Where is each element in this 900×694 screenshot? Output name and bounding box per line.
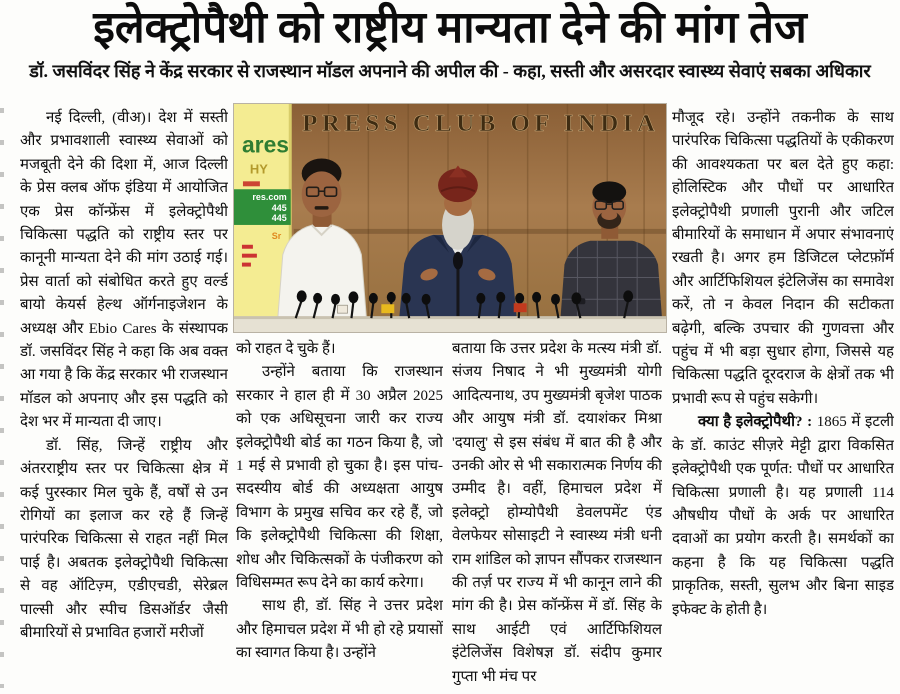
banner-sub-text: HY bbox=[249, 161, 268, 177]
article-column-3 bbox=[452, 338, 662, 694]
press-conference-photo bbox=[233, 103, 667, 333]
banner-brand-text: ares bbox=[241, 131, 290, 158]
banner-phone1-text: 445 bbox=[271, 203, 287, 214]
mic-flag-red bbox=[514, 303, 527, 312]
article-column-2 bbox=[236, 338, 443, 694]
photo-illustration bbox=[234, 104, 666, 332]
inline-subhead: क्या है इलेक्ट्रोपैथी? : bbox=[698, 414, 813, 431]
scan-edge-marks bbox=[0, 108, 4, 688]
banner-phone2-text: 445 bbox=[271, 212, 287, 223]
subheadline: डॉ. जसविंदर सिंह ने केंद्र सरकार से राजस्थान मॉडल अपनाने की अपील की - कहा, सस्ती और असरदार स्वास्थ्य सेवाएं सबका अधिकार bbox=[29, 61, 871, 81]
banner-site-text: res.com bbox=[252, 192, 287, 203]
page-title: इलेक्ट्रोपैथी को राष्ट्रीय मान्यता देने की मांग तेज bbox=[93, 3, 807, 52]
paragraph: साथ ही, डॉ. सिंह ने उत्तर प्रदेश और हिमाचल प्रदेश में भी हो रहे प्रयासों का स्वागत किया है। उन्होंने bbox=[236, 598, 443, 662]
press-club-sign: PRESS CLUB OF INDIA bbox=[302, 109, 660, 137]
paragraph: को राहत दे चुके हैं। bbox=[236, 341, 336, 357]
mic-flag-white bbox=[338, 305, 348, 313]
banner-accent-text: Sr bbox=[271, 230, 282, 241]
article-column-1 bbox=[20, 107, 228, 694]
paragraph: नई दिल्ली, (वीअ)। देश में सस्ती और प्रभावशाली स्वास्थ्य सेवाओं को मजबूती देने की दिशा में, आज दिल्ली के प्रेस क्लब ऑफ इंडिया में आयोजित एक प्रेस कॉन्फ्रेंस में इलेक्ट्रोपैथी चिकित्सा पद्धति को राष्ट्रीय स्तर पर कानूनी मान्यता देने की मांग उठाई गई। प्रेस वार्ता को संबोधित करते हुए वर्ल्ड बायो केयर्स हेल्थ ऑर्गनाइजेशन के अध्यक्ष और Ebio Cares के संस्थापक डॉ. जसविंदर सिंह ने कहा कि अब वक्त आ गया है कि केंद्र सरकार भी राजस्थान मॉडल को अपनाए और इस पद्धति को देश भर में मान्यता दी जाए। bbox=[20, 110, 228, 431]
article-column-4 bbox=[672, 107, 894, 694]
paragraph: डॉ. सिंह, जिन्हें राष्ट्रीय और अंतरराष्ट्रीय स्तर पर चिकित्सा क्षेत्र में कई पुरस्कार मिल चुके हैं, वर्षों से उन रोगियों का इलाज कर रहे हैं जिन्हें पारंपरिक चिकित्सा से राहत नहीं मिल पाई है। अबतक इलेक्ट्रोपैथी चिकित्सा से वह ऑटिज़्म, एडीएचडी, सेरेब्रल पाल्सी और स्पीच डिसऑर्डर जैसी बीमारियों से प्रभावित हजारों मरीजों bbox=[20, 437, 228, 641]
paragraph: मौजूद रहे। उन्होंने तकनीक के साथ पारंपरिक चिकित्सा पद्धतियों के एकीकरण की आवश्यकता पर बल देते हुए कहा: होलिस्टिक और पौधों पर आधारित इलेक्ट्रोपैथी प्रणाली पुरानी और जटिल बीमारियों के समाधान में अपार संभावनाएं रखती है। अगर हम डिजिटल प्लेटफ़ॉर्म और आर्टिफिशियल इंटेलिजेंस का समावेश करें, तो न केवल निदान की सटीकता बढ़ेगी, बल्कि उपचार की गुणवत्ता और पहुंच में भी बड़ा सुधार होगा, जिससे यह चिकित्सा पद्धति दूरदराज के क्षेत्रों तक भी प्रभावी रूप से पहुंच सकेगी। bbox=[672, 110, 894, 407]
paragraph: उन्होंने बताया कि राजस्थान सरकार ने हाल ही में 30 अप्रैल 2025 को एक अधिसूचना जारी कर राज्य इलेक्ट्रोपैथी बोर्ड का गठन किया है, जो 1 मई से प्रभावी हो चुका है। इस पांच-सदस्यीय बोर्ड की अध्यक्षता आयुष विभाग के प्रमुख सचिव कर रहे हैं, जो कि इलेक्ट्रोपैथी चिकित्सा की शिक्षा, शोध और चिकित्सकों के पंजीकरण को विधिसम्मत रूप देने का कार्य करेगा। bbox=[236, 364, 443, 592]
paragraph: बताया कि उत्तर प्रदेश के मत्स्य मंत्री डॉ. संजय निषाद ने भी मुख्यमंत्री योगी आदित्यनाथ, उप मुख्यमंत्री बृजेश पाठक और आयुष मंत्री डॉ. दयाशंकर मिश्रा 'दयालु' से इस संबंध में बात की है और उनकी ओर से भी सकारात्मक निर्णय की उम्मीद है। वहीं, हिमाचल प्रदेश में इलेक्ट्रो होम्योपैथी डेवलपमेंट एंड वेलफेयर सोसाइटी ने स्वास्थ्य मंत्री धनी राम शांडिल को ज्ञापन सौंपकर राजस्थान की तर्ज़ पर राज्य में भी कानून लाने की मांग की है। प्रेस कॉन्फ्रेंस में डॉ. सिंह के साथ आईटी एवं आर्टिफिशियल इंटेलिजेंस विशेषज्ञ डॉ. संदीप कुमार गुप्ता भी मंच पर bbox=[452, 341, 662, 685]
paragraph-text: 1865 में इटली के डॉ. काउंट सीज़रे मेट्टी द्वारा विकसित इलेक्ट्रोपैथी एक पूर्णत: पौधों पर आधारित चिकित्सा प्रणाली है। यह प्रणाली 114 औषधीय पौधों के अर्क पर आधारित दवाओं का प्रयोग करती है। समर्थकों का कहना है कि यह चिकित्सा पद्धति प्राकृतिक, सस्ती, सुलभ और बिना साइड इफेक्ट के होती है। bbox=[672, 414, 894, 618]
paragraph-what-is-electropathy bbox=[672, 411, 894, 622]
mic-flag-yellow bbox=[381, 304, 394, 313]
